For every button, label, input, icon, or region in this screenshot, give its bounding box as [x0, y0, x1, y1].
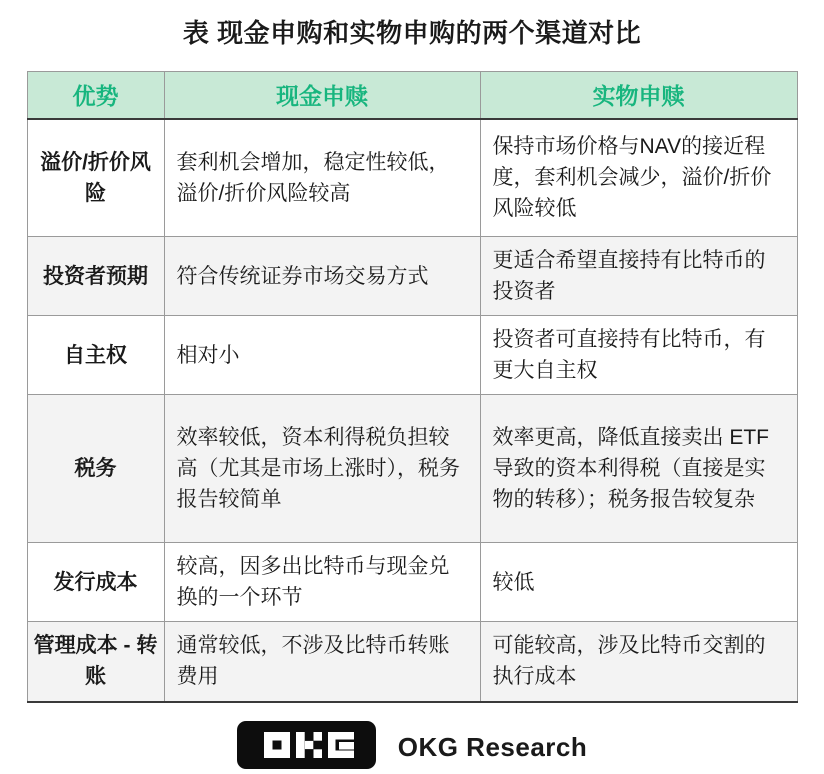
physical-cell: 较低 [480, 543, 797, 622]
footer [0, 721, 824, 774]
header-cash-redemption: 现金申赎 [164, 72, 480, 119]
physical-cell: 效率更高，降低直接卖出 ETF 导致的资本利得税（直接是实物的转移）；税务报告较复杂 [480, 395, 797, 543]
table-row-premium-discount-risk [27, 119, 797, 237]
cash-cell: 套利机会增加，稳定性较低，溢价/折价风险较高 [164, 119, 480, 237]
table-header-row [27, 72, 797, 119]
row-label: 自主权 [27, 316, 164, 395]
row-label: 溢价/折价风险 [27, 119, 164, 237]
header-advantage: 优势 [27, 72, 164, 119]
table-row-investor-expectation [27, 237, 797, 316]
cash-cell: 相对小 [164, 316, 480, 395]
cash-cell: 较高，因多出比特币与现金兑换的一个环节 [164, 543, 480, 622]
physical-cell: 可能较高，涉及比特币交割的执行成本 [480, 622, 797, 702]
row-label: 税务 [27, 395, 164, 543]
table-row-issuance-cost [27, 543, 797, 622]
row-label: 发行成本 [27, 543, 164, 622]
cash-cell: 符合传统证券市场交易方式 [164, 237, 480, 316]
comparison-table [27, 71, 798, 703]
physical-cell: 更适合希望直接持有比特币的投资者 [480, 237, 797, 316]
row-label: 投资者预期 [27, 237, 164, 316]
row-label: 管理成本 - 转账 [27, 622, 164, 702]
table-row-management-cost-transfer [27, 622, 797, 702]
table-row-autonomy [27, 316, 797, 395]
page-title: 表 现金申购和实物申购的两个渠道对比 [182, 18, 642, 48]
table-row-tax [27, 395, 797, 543]
brand-text: OKG Research [397, 731, 588, 762]
physical-cell: 保持市场价格与NAV的接近程度，套利机会减少，溢价/折价风险较低 [480, 119, 797, 237]
header-physical-redemption: 实物申赎 [480, 72, 797, 119]
okg-logo-icon [237, 721, 376, 774]
cash-cell: 效率较低，资本利得税负担较高（尤其是市场上涨时），税务报告较简单 [164, 395, 480, 543]
physical-cell: 投资者可直接持有比特币，有更大自主权 [480, 316, 797, 395]
cash-cell: 通常较低，不涉及比特币转账费用 [164, 622, 480, 702]
